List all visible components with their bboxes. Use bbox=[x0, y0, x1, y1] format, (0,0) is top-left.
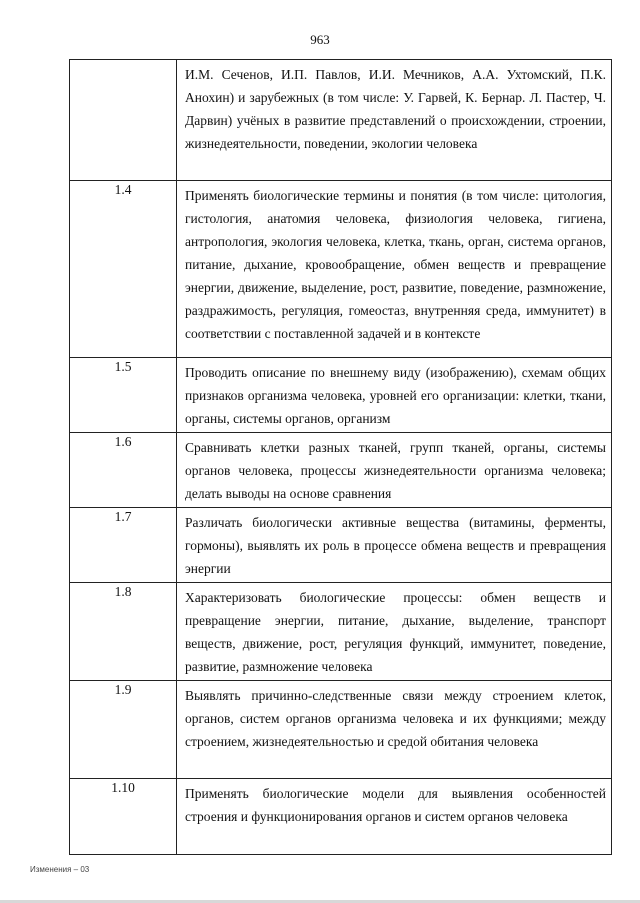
table-row bbox=[70, 358, 612, 433]
table-row bbox=[70, 583, 612, 681]
table-row bbox=[70, 508, 612, 583]
row-text: Применять биологические модели для выявления особенностей строения и функционирования органов и систем органов человека bbox=[177, 779, 612, 855]
row-code: 1.7 bbox=[70, 508, 177, 583]
requirements-table bbox=[69, 59, 612, 855]
row-code: 1.6 bbox=[70, 433, 177, 508]
row-text: Выявлять причинно-следственные связи между строением клеток, органов, систем органов организма человека и их функциями; между строением, жизнедеятельностью и средой обитания человека bbox=[177, 681, 612, 779]
table-row bbox=[70, 433, 612, 508]
table-row bbox=[70, 779, 612, 855]
row-text: Сравнивать клетки разных тканей, групп тканей, органы, системы органов человека, процессы жизнедеятельности организма человека; делать выводы на основе сравнения bbox=[177, 433, 612, 508]
table-row bbox=[70, 681, 612, 779]
revision-footer: Изменения – 03 bbox=[30, 865, 90, 874]
row-text: Проводить описание по внешнему виду (изображению), схемам общих признаков организма человека, уровней его организации: клетки, ткани, органы, системы органов, организм bbox=[177, 358, 612, 433]
row-code: 1.10 bbox=[70, 779, 177, 855]
row-code: 1.9 bbox=[70, 681, 177, 779]
row-code: 1.4 bbox=[70, 181, 177, 358]
row-text: И.М. Сеченов, И.П. Павлов, И.И. Мечников, А.А. Ухтомский, П.К. Анохин) и зарубежных (в том числе: У. Гарвей, К. Бернар. Л. Пастер, Ч. Дарвин) учёных в развитие представлений о происхождении, строении, жизнедеятельности, поведении, экологии человека bbox=[177, 60, 612, 181]
row-code bbox=[70, 60, 177, 181]
table-row bbox=[70, 60, 612, 181]
row-code: 1.5 bbox=[70, 358, 177, 433]
row-code: 1.8 bbox=[70, 583, 177, 681]
row-text: Различать биологически активные вещества (витамины, ферменты, гормоны), выявлять их роль в процессе обмена веществ и превращения энергии bbox=[177, 508, 612, 583]
row-text: Применять биологические термины и понятия (в том числе: цитология, гистология, анатомия человека, физиология человека, гигиена, антропология, экология человека, клетка, ткань, орган, система органов, питание, дыхание, кровообращение, обмен веществ и превращение энергии, движение, выделение, рост, развитие, поведение, размножение, раздражимость, регуляция, гомеостаз, внутренняя среда, иммунитет) в соответствии с поставленной задачей и в контексте bbox=[177, 181, 612, 358]
row-text: Характеризовать биологические процессы: обмен веществ и превращение энергии, питание, дыхание, выделение, транспорт веществ, движение, рост, регуляция функций, иммунитет, поведение, развитие, размножение человека bbox=[177, 583, 612, 681]
page-number: 963 bbox=[310, 32, 330, 47]
table-row bbox=[70, 181, 612, 358]
